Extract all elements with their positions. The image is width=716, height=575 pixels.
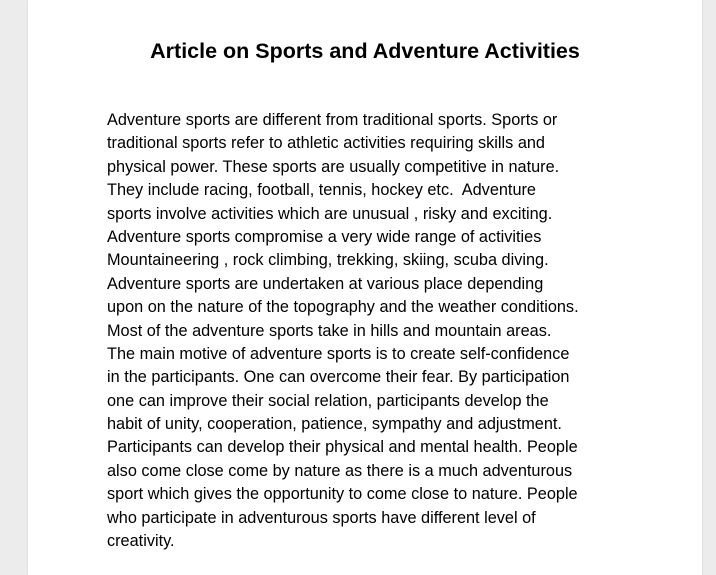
body-line: upon on the nature of the topography and the weather conditions.: [107, 298, 579, 317]
body-line: sports involve activities which are unusual , risky and exciting.: [107, 204, 553, 223]
body-line: who participate in adventurous sports have different level of: [107, 508, 536, 527]
body-line: in the participants. One can overcome their fear. By participation: [107, 368, 570, 387]
body-line: physical power. These sports are usually competitive in nature.: [107, 157, 560, 176]
body-line: They include racing, football, tennis, hockey etc. Adventure: [107, 181, 536, 200]
body-line: one can improve their social relation, participants develop the: [107, 391, 549, 410]
body-line: Participants can develop their physical and mental health. People: [107, 438, 578, 457]
body-line: sport which gives the opportunity to come close to nature. People: [107, 485, 578, 504]
article-body: [107, 109, 667, 553]
body-line: Mountaineering , rock climbing, trekking, skiing, scuba diving.: [107, 251, 549, 270]
document-page: [28, 0, 702, 575]
body-line: habit of unity, cooperation, patience, sympathy and adjustment.: [107, 415, 562, 434]
body-line: Adventure sports compromise a very wide range of activities: [107, 227, 542, 246]
body-line: traditional sports refer to athletic activities requiring skills and: [107, 134, 545, 153]
body-line: creativity.: [107, 532, 175, 551]
body-line: Adventure sports are undertaken at various place depending: [107, 274, 544, 293]
article-title: Article on Sports and Adventure Activities: [150, 39, 580, 63]
body-line: Adventure sports are different from traditional sports. Sports or: [107, 111, 558, 129]
body-line: The main motive of adventure sports is to create self-confidence: [107, 344, 570, 363]
body-line: Most of the adventure sports take in hills and mountain areas.: [107, 321, 552, 340]
body-line: also come close come by nature as there is a much adventurous: [107, 461, 573, 480]
